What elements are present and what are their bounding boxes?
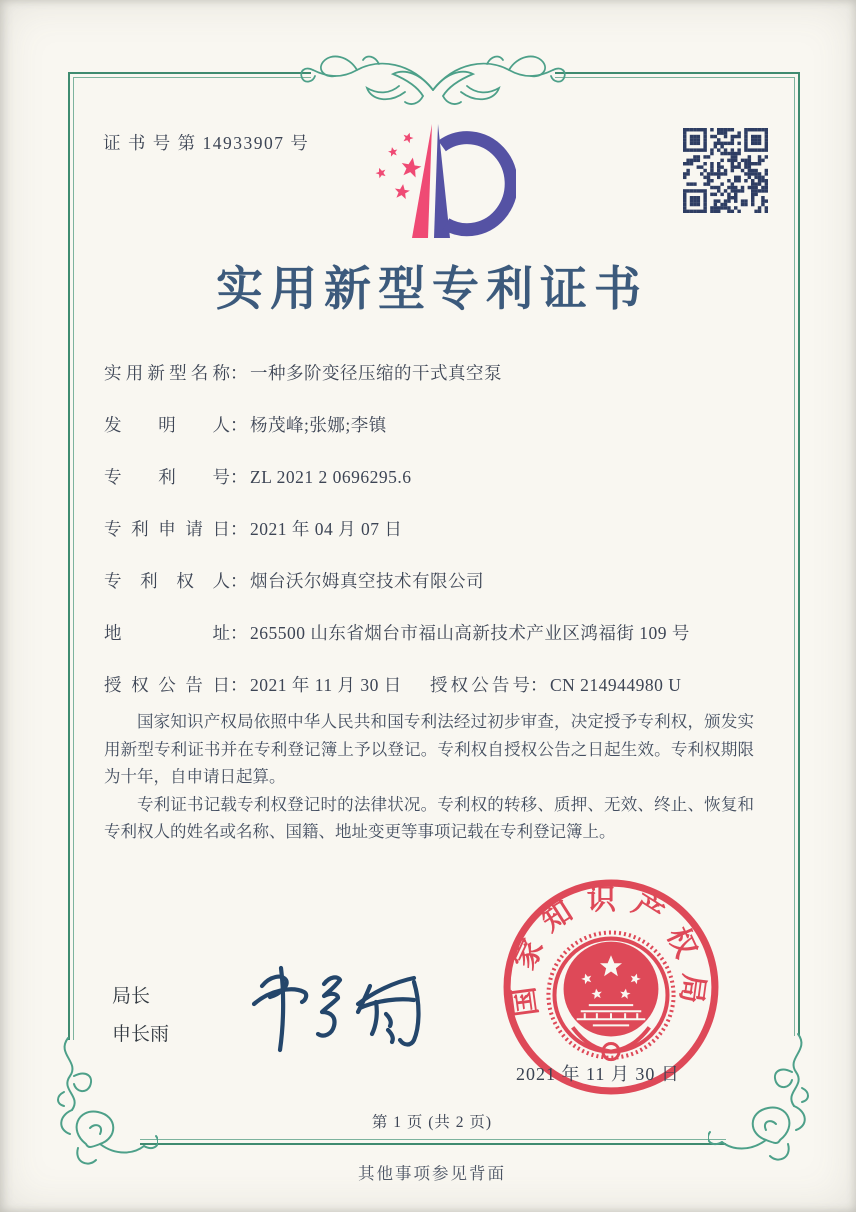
field-row-patent-no xyxy=(104,464,411,489)
field-value: 265500 山东省烟台市福山高新技术产业区鸿福街 109 号 xyxy=(250,623,690,643)
legal-paragraph-1: 国家知识产权局依照中华人民共和国专利法经过初步审查，决定授予专利权，颁发实用新型专利证书并在专利登记簿上予以登记。专利权自授权公告之日起生效。专利权期限为十年，自申请日起算。 xyxy=(104,712,754,786)
field-label: 实用新型名称 xyxy=(104,363,230,383)
field-row-inventor xyxy=(104,412,387,437)
field-row-address xyxy=(104,620,690,645)
grant-date-label: 授权公告日 xyxy=(104,675,230,695)
commissioner-title: 局长 xyxy=(112,986,151,1007)
field-colon: ： xyxy=(230,415,248,435)
back-note: 其他事项参见背面 xyxy=(358,1164,506,1183)
cnipa-logo-icon xyxy=(366,118,516,246)
field-label: 专利号 xyxy=(104,467,230,487)
field-colon: ： xyxy=(230,467,248,487)
commissioner-name: 申长雨 xyxy=(112,1024,170,1045)
svg-text:国家知识产权局: 国家知识产权局 xyxy=(506,884,710,1019)
certificate-number: 证 书 号 第 14933907 号 xyxy=(103,133,310,153)
field-colon: ： xyxy=(530,675,548,695)
field-label: 发明人 xyxy=(104,415,230,435)
field-value: 2021 年 04 月 07 日 xyxy=(250,519,403,539)
certificate-title: 实用新型专利证书 xyxy=(216,264,648,316)
field-label: 专利申请日 xyxy=(104,519,230,539)
grant-no-value: CN 214944980 U xyxy=(550,675,682,695)
field-label: 地址 xyxy=(104,623,230,643)
field-row-filing-date xyxy=(104,516,402,541)
grant-no-label: 授权公告号 xyxy=(430,675,530,695)
field-value: 杨茂峰;张娜;李镇 xyxy=(250,415,387,435)
field-label: 专利权人 xyxy=(104,571,230,591)
field-row-patentee xyxy=(104,568,484,593)
field-value: ZL 2021 2 0696295.6 xyxy=(250,467,412,487)
legal-text xyxy=(104,708,754,846)
field-colon: ： xyxy=(230,623,248,643)
grant-date-value: 2021 年 11 月 30 日 xyxy=(250,675,402,695)
commissioner-block xyxy=(112,978,169,1054)
field-value: 烟台沃尔姆真空技术有限公司 xyxy=(250,571,484,591)
field-colon: ： xyxy=(230,675,248,695)
field-value: 一种多阶变径压缩的干式真空泵 xyxy=(250,363,502,383)
page-indicator: 第 1 页 (共 2 页) xyxy=(371,1114,493,1131)
field-colon: ： xyxy=(230,571,248,591)
commissioner-signature-icon xyxy=(218,942,453,1062)
field-colon: ： xyxy=(230,363,248,383)
qr-code xyxy=(683,128,768,213)
seal-date: 2021 年 11 月 30 日 xyxy=(516,1064,680,1084)
grant-no-group xyxy=(430,672,681,697)
field-row-name xyxy=(104,360,502,385)
field-colon: ： xyxy=(230,519,248,539)
legal-paragraph-2: 专利证书记载专利权登记时的法律状况。专利权的转移、质押、无效、终止、恢复和专利权人的姓名或名称、国籍、地址变更等事项记载在专利登记簿上。 xyxy=(104,794,754,841)
field-row-grant xyxy=(104,672,682,697)
